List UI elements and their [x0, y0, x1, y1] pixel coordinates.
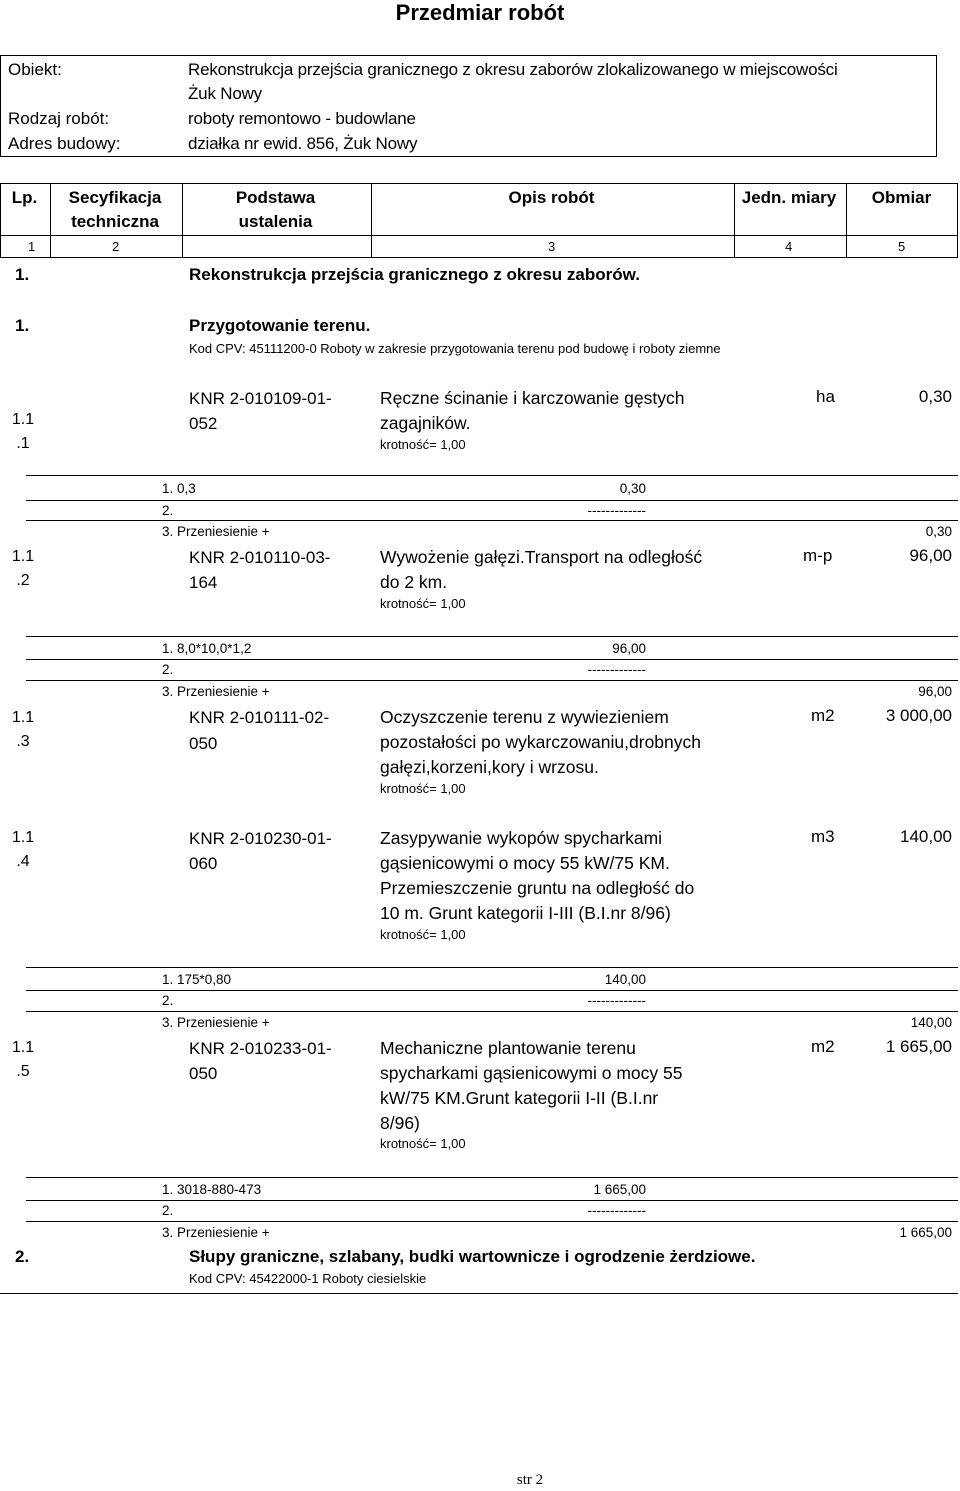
subsection-title: Przygotowanie terenu.	[189, 316, 371, 335]
measure-value-3: 0,30	[925, 524, 952, 539]
item-desc-line: pozostałości po wykarczowaniu,drobnych	[380, 732, 701, 752]
rodzaj-label: Rodzaj robót:	[8, 109, 110, 128]
measure-line-2: 2.	[162, 993, 174, 1008]
page-number: str 2	[516, 1472, 544, 1488]
item-desc-line: kW/75 KM.Grunt kategorii I-II (B.I.nr	[380, 1088, 659, 1108]
item-desc-line: Oczyszczenie terenu z wywiezieniem	[380, 707, 669, 727]
item-knr-line1: KNR 2-010111-02-	[189, 708, 330, 727]
header-lp: Lp.	[11, 188, 38, 207]
item-knr-line2: 052	[189, 414, 218, 433]
header-opis: Opis robót	[508, 188, 595, 207]
item-knr-line2: 060	[189, 854, 218, 873]
measure-value-3: 96,00	[918, 684, 952, 699]
item-desc-line: gałęzi,korzeni,kory i wrzosu.	[380, 757, 599, 777]
item-lp-line1: 1.1	[11, 829, 35, 846]
item-lp-line2: .5	[16, 1063, 30, 1080]
item-desc-line: spycharkami gąsienicowymi o mocy 55	[380, 1063, 683, 1083]
item-desc-line: do 2 km.	[380, 572, 448, 592]
item-knr-line2: 164	[189, 573, 218, 592]
item-desc-line: 10 m. Grunt kategorii I-III (B.I.nr 8/96)	[380, 903, 671, 923]
item-krotnosc: krotność= 1,00	[380, 781, 466, 796]
page-title: Przedmiar robót	[395, 0, 565, 25]
measure-value-1: 0,30	[619, 481, 646, 496]
measure-value-1: 140,00	[604, 972, 646, 987]
measure-line-3: 3. Przeniesienie +	[162, 1015, 270, 1030]
item-knr-line1: KNR 2-010109-01-	[189, 389, 332, 408]
item-quantity: 140,00	[900, 827, 952, 846]
item-lp-line1: 1.1	[11, 548, 35, 565]
measure-line-1: 1. 0,3	[162, 481, 196, 496]
item-unit: m3	[811, 827, 835, 846]
measure-line-2: 2.	[162, 662, 174, 677]
item-lp-line2: .4	[16, 853, 30, 870]
subsection-number: 1.	[15, 316, 30, 335]
section-title: Rekonstrukcja przejścia granicznego z okresu zaborów.	[189, 265, 640, 284]
item-lp-line1: 1.1	[11, 709, 35, 726]
col-num-3: 3	[548, 239, 556, 254]
item-lp-line2: .3	[16, 733, 30, 750]
measure-line-1: 1. 8,0*10,0*1,2	[162, 641, 252, 656]
header-spec-line2: techniczna	[71, 212, 159, 231]
measure-value-2: -------------	[587, 503, 646, 518]
item-unit: m2	[811, 1037, 835, 1056]
item-desc-line: Wywożenie gałęzi.Transport na odległość	[380, 547, 703, 567]
obiekt-value-line1: Rekonstrukcja przejścia granicznego z okresu zaborów zlokalizowanego w miejscowości	[188, 60, 838, 79]
measure-value-3: 140,00	[910, 1015, 952, 1030]
section-number: 2.	[15, 1247, 30, 1266]
column-number-row	[0, 236, 958, 258]
item-desc-line: Mechaniczne plantowanie terenu	[380, 1038, 636, 1058]
obiekt-value-line2: Żuk Nowy	[188, 84, 262, 103]
item-quantity: 3 000,00	[885, 706, 952, 725]
item-krotnosc: krotność= 1,00	[380, 437, 466, 452]
header-podstawa-line2: ustalenia	[238, 212, 313, 231]
obiekt-label: Obiekt:	[8, 60, 62, 79]
item-lp-line1: 1.1	[11, 411, 35, 428]
section-number: 1.	[15, 265, 30, 284]
cpv-code: Kod CPV: 45111200-0 Roboty w zakresie przygotowania terenu pod budowę i roboty ziemne	[189, 341, 721, 356]
adres-label: Adres budowy:	[8, 134, 121, 153]
item-knr-line1: KNR 2-010110-03-	[189, 548, 331, 567]
col-num-5: 5	[898, 239, 906, 254]
item-krotnosc: krotność= 1,00	[380, 596, 466, 611]
item-lp-line2: .2	[16, 572, 30, 589]
item-desc-line: 8/96)	[380, 1113, 420, 1133]
measure-line-3: 3. Przeniesienie +	[162, 684, 270, 699]
measure-line-3: 3. Przeniesienie +	[162, 1225, 270, 1240]
item-quantity: 96,00	[909, 546, 952, 565]
rodzaj-value: roboty remontowo - budowlane	[188, 109, 416, 128]
header-spec-line1: Secyfikacja	[68, 188, 162, 207]
measure-value-2: -------------	[587, 662, 646, 677]
measure-value-2: -------------	[587, 993, 646, 1008]
col-num-4: 4	[785, 239, 793, 254]
cpv-code: Kod CPV: 45422000-1 Roboty ciesielskie	[189, 1271, 427, 1286]
col-num-1: 1	[28, 239, 36, 254]
header-obmiar: Obmiar	[871, 188, 932, 207]
measure-line-3: 3. Przeniesienie +	[162, 524, 270, 539]
item-desc-line: Przemieszczenie gruntu na odległość do	[380, 878, 695, 898]
header-jedn: Jedn. miary	[741, 188, 837, 207]
measure-line-1: 1. 3018-880-473	[162, 1182, 262, 1197]
measure-line-2: 2.	[162, 1203, 174, 1218]
measure-line-2: 2.	[162, 503, 174, 518]
item-knr-line1: KNR 2-010233-01-	[189, 1039, 332, 1058]
item-knr-line1: KNR 2-010230-01-	[189, 829, 332, 848]
section-title: Słupy graniczne, szlabany, budki wartownicze i ogrodzenie żerdziowe.	[189, 1247, 756, 1266]
measure-value-1: 96,00	[612, 641, 646, 656]
item-krotnosc: krotność= 1,00	[380, 1136, 466, 1151]
item-knr-line2: 050	[189, 734, 218, 753]
item-krotnosc: krotność= 1,00	[380, 927, 466, 942]
measure-value-2: -------------	[587, 1203, 646, 1218]
measure-value-3: 1 665,00	[899, 1225, 952, 1240]
col-num-2: 2	[112, 239, 120, 254]
item-unit: m2	[811, 706, 835, 725]
measure-line-1: 1. 175*0,80	[162, 972, 232, 987]
item-lp-line1: 1.1	[11, 1039, 35, 1056]
adres-value: działka nr ewid. 856, Żuk Nowy	[188, 134, 418, 153]
item-desc-line: zagajników.	[380, 413, 471, 433]
header-podstawa-line1: Podstawa	[235, 188, 316, 207]
item-desc-line: Zasypywanie wykopów spycharkami	[380, 828, 663, 848]
item-knr-line2: 050	[189, 1064, 218, 1083]
measure-value-1: 1 665,00	[593, 1182, 646, 1197]
item-quantity: 1 665,00	[885, 1037, 952, 1056]
item-unit: m-p	[803, 546, 833, 565]
item-desc-line: Ręczne ścinanie i karczowanie gęstych	[380, 388, 685, 408]
item-lp-line2: .1	[16, 435, 30, 452]
item-quantity: 0,30	[918, 387, 952, 406]
item-desc-line: gąsienicowymi o mocy 55 kW/75 KM.	[380, 853, 670, 873]
item-unit: ha	[816, 387, 835, 406]
